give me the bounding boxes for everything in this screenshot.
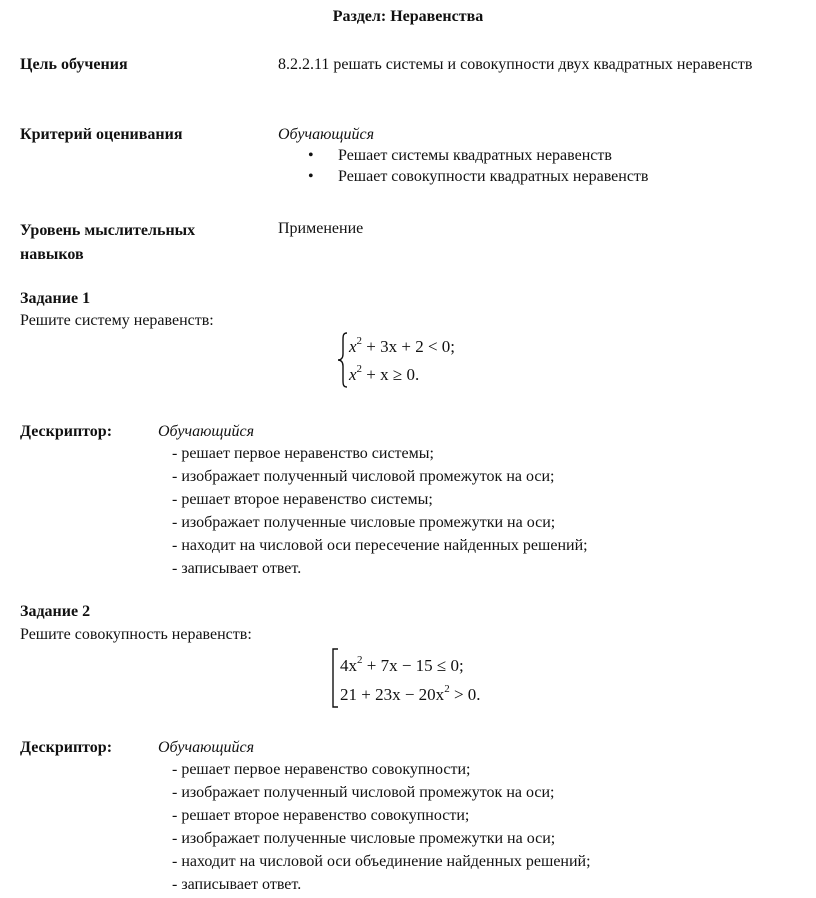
descriptor-item: - решает первое неравенство системы; [172,445,434,462]
descriptor-item: - изображает полученные числовые промежутки на оси; [172,514,556,531]
task1-inequality-1: $x^2 + 3x + 2 < 0$; [349,335,456,356]
criteria-label: Критерий оценивания [20,126,183,143]
task1-system [336,330,516,390]
task2-inequality-2: $21 + 23x - 20x^2 > 0$. [340,683,481,704]
descriptor-item: - решает первое неравенство совокупности; [172,761,471,778]
task1-descriptor-label: Дескриптор: [20,423,113,440]
goal-label: Цель обучения [20,56,128,73]
task1-text: Решите систему неравенств: [20,312,214,329]
task2-system [330,646,530,712]
descriptor-item: - находит на числовой оси объединение найденных решений; [172,853,591,870]
square-bracket-icon [330,646,340,710]
descriptor-item: - записывает ответ. [172,560,302,577]
task2-text: Решите совокупность неравенств: [20,626,252,643]
thinking-label-line2: навыков [20,246,84,263]
task2-descriptor-learner: Обучающийся [158,739,255,756]
thinking-label [20,219,260,267]
criteria-block [278,124,808,187]
descriptor-item: - решает второе неравенство системы; [172,491,433,508]
task1-descriptor-learner: Обучающийся [158,423,255,440]
bullet-icon: • [308,147,314,164]
task2-title: Задание 2 [20,603,91,620]
descriptor-item: - изображает полученный числовой промежуток на оси; [172,784,555,801]
criteria-item-text: Решает совокупности квадратных неравенств [338,168,649,185]
criteria-list [278,145,808,187]
task1-inequality-2: $x^2 + x \ge 0$. [349,363,420,384]
task1-descriptor-list [172,443,588,581]
descriptor-item: - решает второе неравенство совокупности; [172,807,470,824]
descriptor-item: - находит на числовой оси пересечение найденных решений; [172,537,588,554]
criteria-item [278,166,808,187]
descriptor-item: - изображает полученные числовые промежутки на оси; [172,830,556,847]
task2-inequality-1: $4x^2 + 7x - 15 \le 0$; [340,654,464,675]
criteria-learner: Обучающийся [278,126,375,143]
task2-descriptor-label: Дескриптор: [20,739,113,756]
curly-brace-icon [336,330,350,390]
thinking-label-line1: Уровень мыслительных [20,222,196,239]
criteria-item-text: Решает системы квадратных неравенств [338,147,612,164]
bullet-icon: • [308,168,314,185]
descriptor-item: - изображает полученный числовой промежуток на оси; [172,468,555,485]
descriptor-item: - записывает ответ. [172,876,302,893]
page-title: Раздел: Неравенства [332,8,484,25]
thinking-value: Применение [278,220,364,237]
task1-title: Задание 1 [20,290,91,307]
criteria-item [278,145,808,166]
goal-value: 8.2.2.11 решать системы и совокупности двух квадратных неравенств [278,56,753,73]
task2-descriptor-list [172,759,591,897]
